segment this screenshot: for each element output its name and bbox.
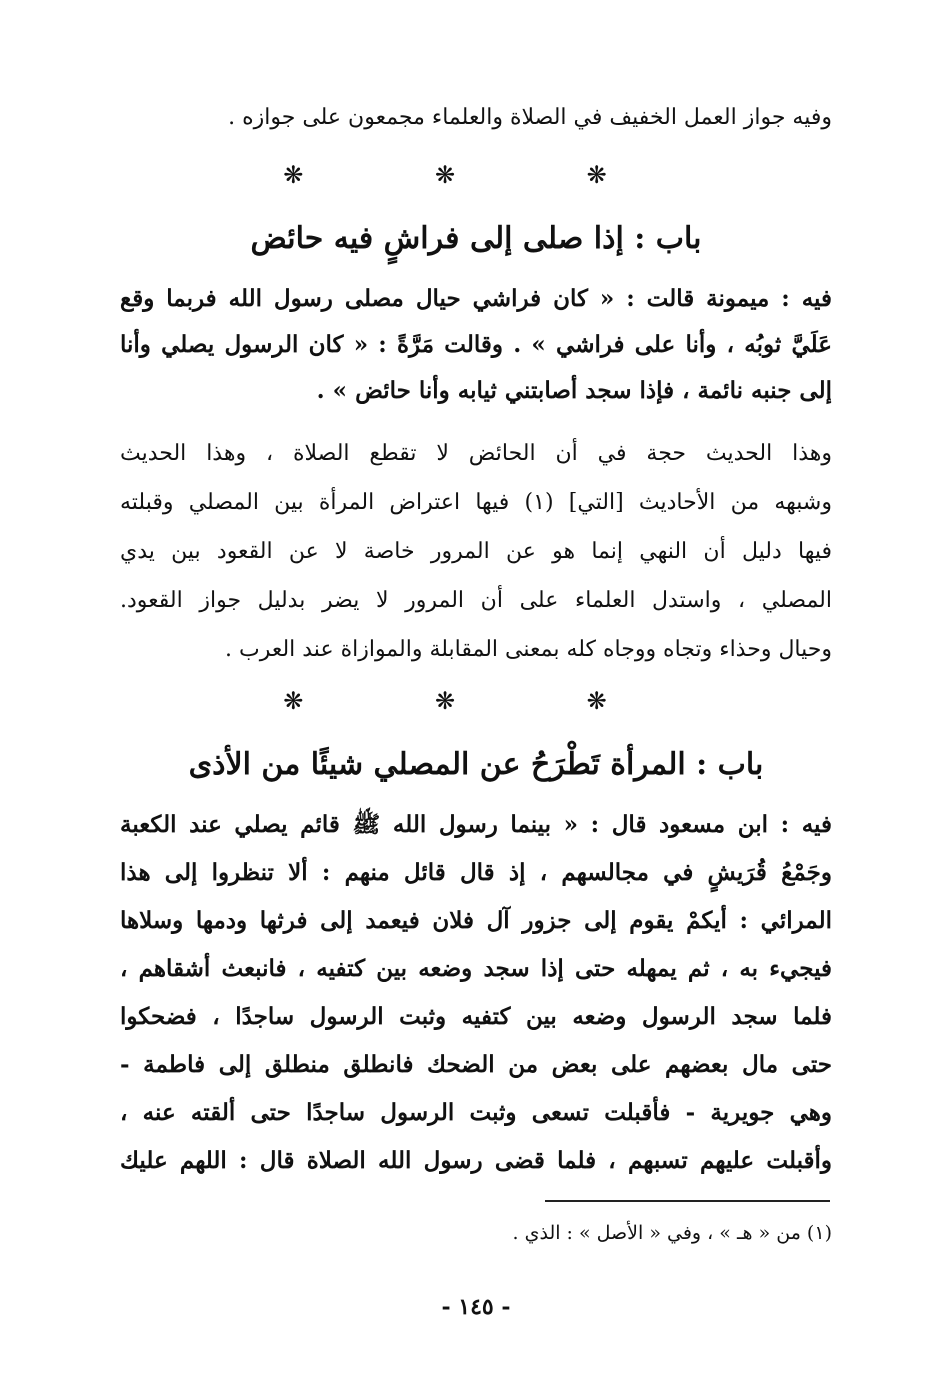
- hadith-line: فلما سجد الرسول وضعه بين كتفيه وثبت الرسول ساجدًا ، فضحكوا: [120, 1003, 832, 1030]
- commentary-line: وشبهه من الأحاديث [التي] (١) فيها اعتراض المرأة بين المصلي وقبلته: [120, 490, 832, 515]
- commentary-line: فيها دليل أن النهي إنما هو عن المرور خاصة لا عن القعود بين يدي: [120, 539, 832, 564]
- hadith-line: فيه : ميمونة قالت : « كان فراشي حيال مصلى رسول الله فربما وقع: [120, 285, 832, 312]
- hadith-line: وهي جويرية - فأقبلت تسعى وثبت الرسول ساجدًا حتى ألقته عنه ،: [120, 1099, 832, 1126]
- hadith-line: عَلَيَّ ثوبُه ، وأنا على فراشي » . وقالت مَرَّةً : « كان الرسول يصلي وأنا: [120, 331, 832, 358]
- page-number: - ١٤٥ -: [441, 1294, 511, 1320]
- hadith-line: إلى جنبه نائمة ، فإذا سجد أصابتني ثيابه وأنا حائض » .: [316, 377, 832, 404]
- text-line: وفيه جواز العمل الخفيف في الصلاة والعلماء مجمعون على جوازه .: [228, 105, 832, 130]
- hadith-line: فيجيء به ، ثم يمهله حتى إذا سجد وضعه بين كتفيه ، فانبعث أشقاهم ،: [120, 955, 832, 982]
- footnote-divider: [545, 1200, 830, 1202]
- hadith-line: فيه : ابن مسعود قال : « بينما رسول الله ﷺ قائم يصلي عند الكعبة: [120, 811, 832, 838]
- commentary-line: المصلي ، واستدل العلماء على أن المرور لا يضر بدليل جواز القعود.: [120, 588, 832, 613]
- hadith-line: حتى مال بعضهم على بعض من الضحك فانطلق منطلق إلى فاطمة -: [120, 1051, 832, 1078]
- commentary-line: وهذا الحديث حجة في أن الحائض لا تقطع الصلاة ، وهذا الحديث: [120, 441, 832, 466]
- hadith-line: وأقبلت عليهم تسبهم ، فلما قضى رسول الله الصلاة قال : اللهم عليك: [120, 1147, 832, 1174]
- hadith-line: وجَمْعُ قُرَيشٍ في مجالسهم ، إذ قال قائل منهم : ألا تنظروا إلى هذا: [120, 859, 832, 886]
- section-separator: ❋ ❋ ❋: [283, 687, 669, 715]
- hadith-line: المرائي : أيكمْ يقوم إلى جزور آل فلان فيعمد إلى فرثها ودمها وسلاها: [120, 907, 832, 934]
- footnote: (١) من « هـ » ، وفي « الأصل » : الذي .: [512, 1222, 832, 1244]
- section-heading: باب : إذا صلى إلى فراشٍ فيه حائض: [250, 221, 702, 256]
- section-heading: باب : المرأة تَطْرَحُ عن المصلي شيئًا من الأذى: [188, 747, 764, 782]
- section-separator: ❋ ❋ ❋: [283, 161, 669, 189]
- commentary-line: وحيال وحذاء وتجاه ووجاه كله بمعنى المقابلة والموازاة عند العرب .: [225, 637, 832, 662]
